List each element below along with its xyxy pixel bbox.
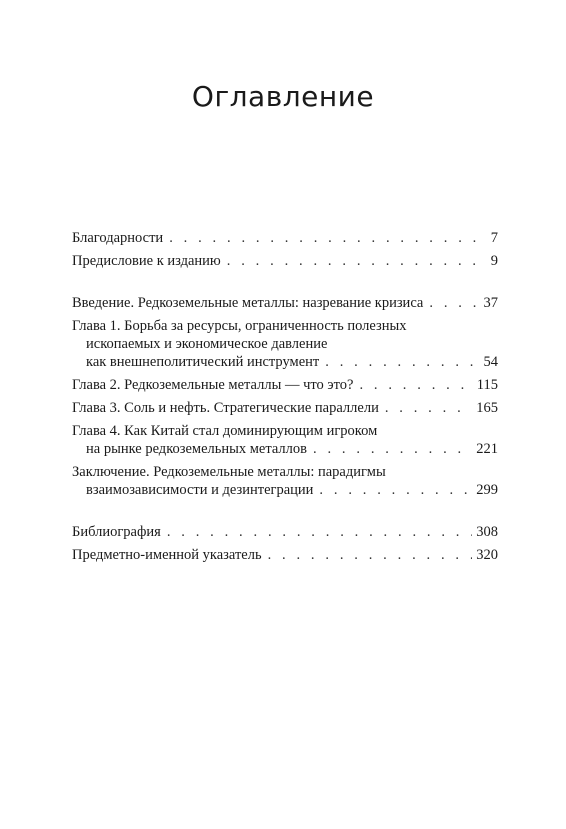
toc-page-number: 299 — [476, 482, 498, 498]
toc-entry — [72, 294, 498, 312]
toc-entry-title: Глава 4. Как Китай стал доминирующим игроком — [72, 423, 378, 439]
toc-entry — [72, 317, 498, 371]
toc-entry-title: Библиография — [72, 524, 161, 540]
toc-entry-title: Введение. Редкоземельные металлы: назревание кризиса — [72, 295, 424, 311]
dot-leader — [385, 399, 472, 417]
toc-entry-line — [72, 252, 498, 270]
toc-entry-line — [72, 229, 498, 247]
toc-entry — [72, 399, 498, 417]
toc-entry-line — [72, 440, 498, 458]
toc-entry — [72, 523, 498, 541]
dot-leader — [325, 353, 479, 371]
toc-entry-title: как внешнеполитический инструмент — [86, 354, 320, 370]
toc-entry-line — [72, 523, 498, 541]
toc-entry-line — [72, 294, 498, 312]
dot-leader — [167, 523, 472, 541]
dot-leader — [429, 294, 479, 312]
toc-page-number: 165 — [476, 400, 498, 416]
toc-entry-line — [72, 317, 498, 335]
toc-entry-line — [72, 399, 498, 417]
toc-entry-line — [72, 481, 498, 499]
toc-entry-line — [72, 353, 498, 371]
dot-leader — [319, 481, 472, 499]
toc-entry-title: Глава 3. Соль и нефть. Стратегические параллели — [72, 400, 379, 416]
toc-entry — [72, 422, 498, 458]
toc-entry-title: Благодарности — [72, 230, 164, 246]
toc-entry — [72, 376, 498, 394]
dot-leader — [268, 546, 473, 564]
toc-entry — [72, 546, 498, 564]
toc-entry-title: Предисловие к изданию — [72, 253, 221, 269]
toc-page-number: 9 — [490, 253, 498, 269]
toc-entry-line — [72, 463, 498, 481]
toc-entry-line — [72, 376, 498, 394]
dot-leader — [359, 376, 472, 394]
toc-page-number: 320 — [476, 547, 498, 563]
page-title: Оглавление — [191, 80, 375, 113]
toc-entry-title: Предметно-именной указатель — [72, 547, 262, 563]
toc-entry — [72, 229, 498, 247]
toc-page-number: 37 — [483, 295, 498, 311]
toc-page-number: 308 — [476, 524, 498, 540]
dot-leader — [313, 440, 472, 458]
toc-page-number: 7 — [490, 230, 498, 246]
toc-entry-line — [72, 422, 498, 440]
table-of-contents — [72, 229, 498, 569]
toc-entry-title: ископаемых и экономическое давление — [86, 336, 328, 352]
toc-entry-line — [72, 335, 498, 353]
toc-entry-line — [72, 546, 498, 564]
toc-entry-title: Глава 2. Редкоземельные металлы — что это? — [72, 377, 354, 393]
toc-entry — [72, 463, 498, 499]
toc-entry-title: Глава 1. Борьба за ресурсы, ограниченность полезных — [72, 318, 407, 334]
toc-page-number: 221 — [476, 441, 498, 457]
toc-entry-title: на рынке редкоземельных металлов — [86, 441, 308, 457]
dot-leader — [227, 252, 486, 270]
dot-leader — [169, 229, 486, 247]
toc-entry — [72, 252, 498, 270]
toc-entry-title: Заключение. Редкоземельные металлы: парадигмы — [72, 464, 386, 480]
toc-page-number: 54 — [483, 354, 498, 370]
toc-page-number: 115 — [476, 377, 498, 393]
toc-entry-title: взаимозависимости и дезинтеграции — [86, 482, 314, 498]
